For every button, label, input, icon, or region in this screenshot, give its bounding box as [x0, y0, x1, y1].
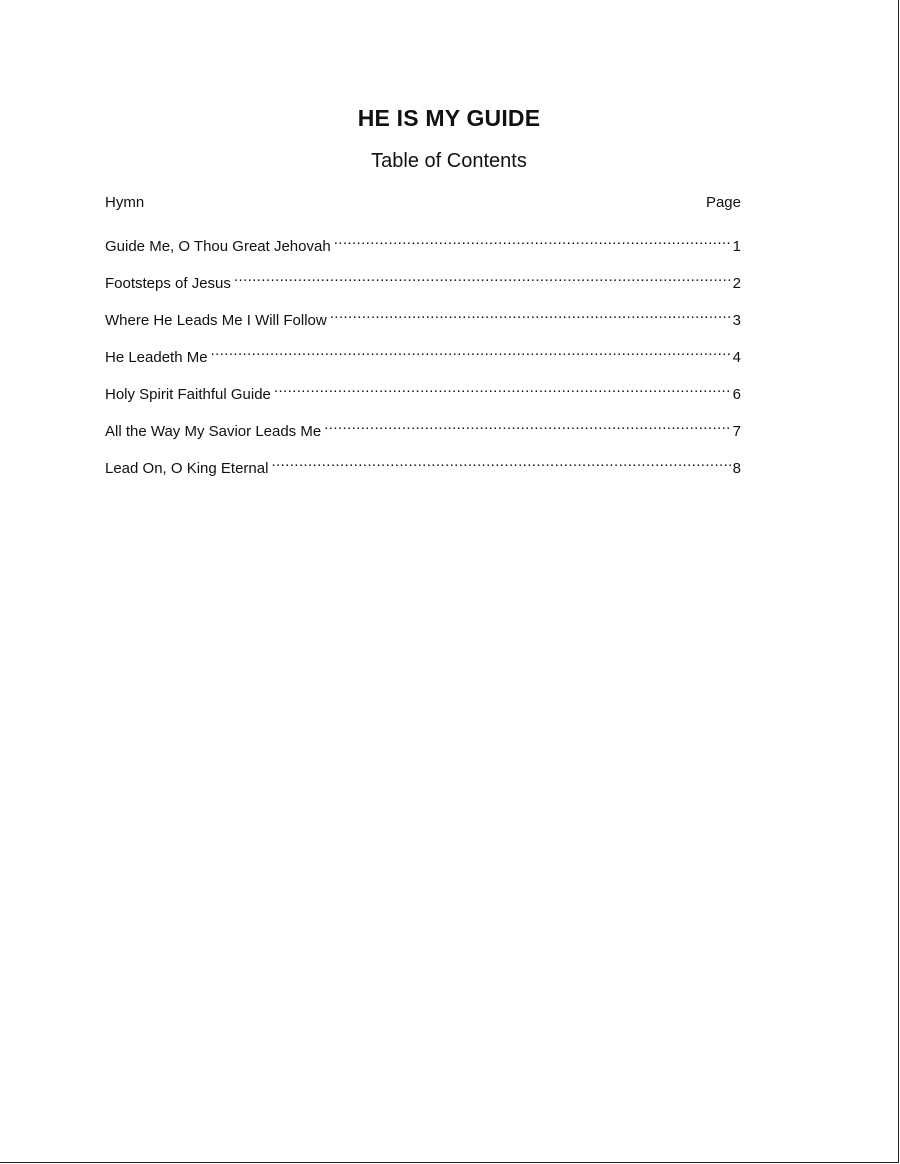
hymn-title: Lead On, O King Eternal	[105, 460, 269, 477]
toc-entry	[105, 229, 741, 266]
toc-entry	[105, 377, 741, 414]
page-number: 3	[732, 312, 741, 329]
toc-entry	[105, 451, 741, 488]
hymn-title: He Leadeth Me	[105, 349, 208, 366]
page-number: 4	[732, 349, 741, 366]
page-number: 2	[732, 275, 741, 292]
dot-leader	[271, 451, 731, 473]
hymn-title: Holy Spirit Faithful Guide	[105, 386, 271, 403]
hymn-title: All the Way My Savior Leads Me	[105, 423, 322, 440]
page-number: 1	[732, 238, 741, 255]
toc-header-row	[105, 192, 741, 229]
dot-leader	[234, 266, 732, 288]
toc-entry	[105, 414, 741, 451]
page-number: 8	[732, 460, 741, 477]
dot-leader	[324, 414, 731, 436]
document-title: HE IS MY GUIDE	[357, 105, 541, 131]
toc-entry	[105, 340, 741, 377]
page-column-header: Page	[705, 194, 741, 211]
hymn-column-header: Hymn	[105, 194, 145, 211]
toc-entry	[105, 303, 741, 340]
hymn-title: Guide Me, O Thou Great Jehovah	[105, 238, 331, 255]
page-number: 7	[732, 423, 741, 440]
dot-leader	[211, 340, 732, 362]
table-of-contents	[105, 192, 741, 488]
hymn-title: Footsteps of Jesus	[105, 275, 231, 292]
dot-leader	[274, 377, 732, 399]
dot-leader	[334, 229, 732, 251]
page-number: 6	[732, 386, 741, 403]
toc-entry	[105, 266, 741, 303]
dot-leader	[330, 303, 732, 325]
document-subtitle: Table of Contents	[371, 150, 527, 172]
hymn-title: Where He Leads Me I Will Follow	[105, 312, 327, 329]
